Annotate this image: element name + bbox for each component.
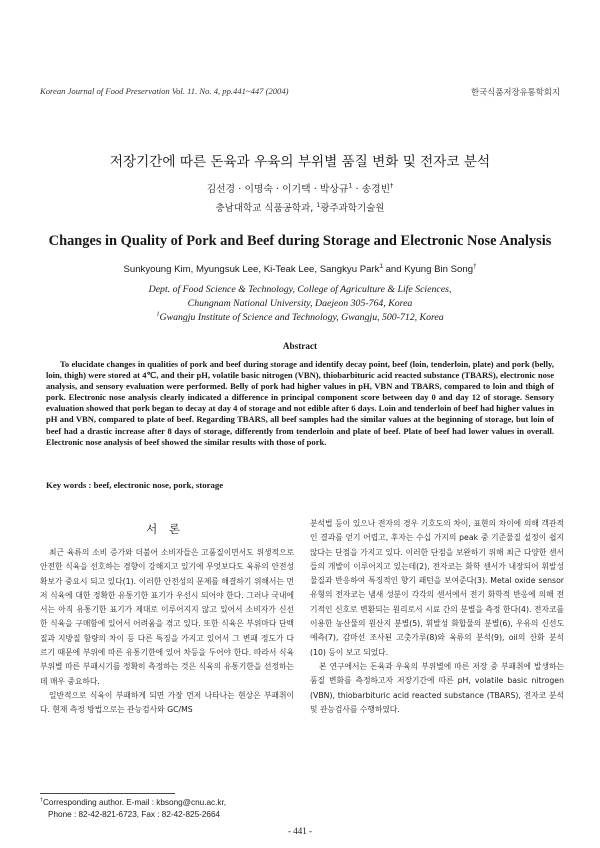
- abstract-heading: Abstract: [282, 341, 318, 351]
- authors-korean-last: · 송경빈: [352, 184, 391, 195]
- affiliation-mark: 1: [379, 262, 383, 270]
- intro-paragraph: 최근 육류의 소비 증가와 더불어 소비자들은 고품질이면서도 위생적으로 안전한 식육을 선호하는 경향이 강해지고 있기에 무엇보다도 육류의 안전성 확보가 중요시 되고 있다(1). 이러한 안전성의 문제를 해결하기 위해서는 먼저 식육에 대한 정확한 유통기한 표기가 우선시 되어야 한다. 그러나 국내에서는 아직 유통기한 표기가 제대로 이루어지지 않고 있어서 소비자가 신선한 식육을 구매함에 있어서 어려움을 겪고 있다. 또한 식육은 부위마다 단백질과 지방질 함량의 차이 등 다른 특징을 가지고 있어서 그 변패 정도가 다르기 때문에 부위에 따른 유통기한에 있어 차등을 두어야 한다. 따라서 식육 부위별 따른 부패시기를 정확히 측정하는 것은 식육의 유통기한을 선정하는데 매우 중요하다.: [40, 548, 294, 686]
- affiliation-korean-second: 광주과학기술원: [320, 203, 385, 214]
- authors-english: [0, 264, 600, 275]
- authors-english-main: Sunkyoung Kim, Myungsuk Lee, Ki-Teak Lee, Sangkyu Park: [123, 264, 380, 275]
- authors-korean: [0, 181, 600, 195]
- society-name: 한국식품저장유통학회지: [471, 87, 560, 97]
- intro-paragraph: 본 연구에서는 돈육과 우육의 부위별에 따른 저장 중 부패취에 발생하는 품질 변화를 측정하고자 저장기간에 따른 pH, volatile basic nitrogen (VBN), thiobarbituric acid reacted substance (TBARS), 전자코 분석 및 관능검사를 수행하였다.: [310, 661, 564, 714]
- corresponding-mark: †: [473, 262, 477, 270]
- authors-korean-main: 김선경 · 이명숙 · 이기택 · 박상규: [206, 184, 349, 195]
- intro-right-column: [310, 517, 564, 717]
- footnote-phone: Phone : 82-42-821-6723, Fax : 82-42-825-2664: [48, 810, 221, 819]
- affiliation-korean-main: 충남대학교 식품공학과,: [215, 203, 317, 214]
- affiliation-english-institute: Gwangju Institute of Science and Technology, Gwangju, 500-712, Korea: [159, 312, 444, 323]
- intro-paragraph: 분석법 등이 있으나 전자의 경우 기호도의 차이, 표현의 차이에 의해 객관적인 결과를 얻기 어렵고, 후자는 수십 가지의 peak 중 기준물질 설정이 쉽지 않다는 단점을 가지고 있다. 이러한 단점을 보완하기 위해 최근 다양한 센서들의 개발이 이루어지고 있는데(2), 전자코는 화학 센서가 내장되어 휘발성 물질과 반응하여 특징적인 향기 패턴을 보여준다(3). Metal oxide sensor 유형의 전자코는 냄새 성분이 각각의 센서에서 전기 화학적 반응에 의해 전기적인 신호로 변환되는 원리로서 시료 간의 분별을 측정 한다(4). 전자코를 이용한 농산물의 원산지 분별(5), 휘발성 화합물의 분별(6), 우유의 신선도 예측(7), 감마선 조사된 고춧가루(8)와 육류의 분석(9), oil의 산화 분석(10) 등이 보고 되었다.: [310, 519, 564, 657]
- footnote-author: [40, 798, 226, 807]
- journal-citation: Korean Journal of Food Preservation Vol. 11. No. 4, pp.441~447 (2004): [40, 86, 289, 96]
- affiliation-english-line1: Dept. of Food Science & Technology, College of Agriculture & Life Sciences,: [148, 284, 452, 295]
- keywords: Key words : beef, electronic nose, pork, storage: [46, 480, 224, 490]
- corresponding-mark: †: [40, 797, 43, 804]
- title-korean: 저장기간에 따른 돈육과 우육의 부위별 품질 변화 및 전자코 분석: [109, 154, 491, 170]
- section-heading-introduction: 서 론: [146, 522, 184, 536]
- affiliation-korean: [0, 200, 600, 214]
- corresponding-mark: †: [390, 181, 394, 190]
- footnote-email: Corresponding author. E-mail : kbsong@cnu.ac.kr,: [42, 798, 227, 807]
- affiliation-mark: 1: [316, 201, 321, 209]
- footnote-divider: [40, 793, 175, 794]
- affiliation-english-line3: [0, 312, 600, 323]
- affiliation-mark: 1: [156, 310, 160, 318]
- title-english: Changes in Quality of Pork and Beef during Storage and Electronic Nose Analysis: [48, 233, 552, 249]
- intro-left-column: [40, 546, 294, 718]
- affiliation-english-line2: Chungnam National University, Daejeon 305-764, Korea: [187, 298, 413, 309]
- affiliation-mark: 1: [348, 181, 353, 190]
- abstract-text: To elucidate changes in qualities of pork and beef during storage and identify decay point, beef (loin, tenderloin, plate) and pork (belly, loin, thigh) were stored at 4℃, and their pH, volatile basic nitrogen (VBN), thiobarbituric acid reacted substance (TBARS), electronic nose analysis, and sensory evaluation were performed. Belly of pork had higher values in pH, VBN and TBARS, compared to loin and thigh of pork. Electronic nose analysis clearly indicated a difference in principal component score between day 0 and day 12 of storage. Sensory evaluation showed that pork began to decay at day 4 of storage and not edible after 6 days. Loin and tenderloin of beef had higher values in pH and VBN, compared to plate of beef. Regarding TBARS, all beef samples had the similar values at the beginning of storage, but loin of beef had a drastic increase after 8 days of storage, differently from tenderloin and plate of beef. Plate of beef had lower values in overall. Electronic nose analysis of beef showed the similar results with those of pork.: [46, 359, 554, 447]
- authors-english-last: and Kyung Bin Song: [382, 264, 474, 275]
- intro-paragraph: 일반적으로 식육이 부패하게 되면 가장 먼저 나타나는 현상은 부패취이다. 현재 측정 방법으로는 관능검사와 GC/MS: [40, 690, 294, 715]
- page-number: - 441 -: [288, 826, 312, 836]
